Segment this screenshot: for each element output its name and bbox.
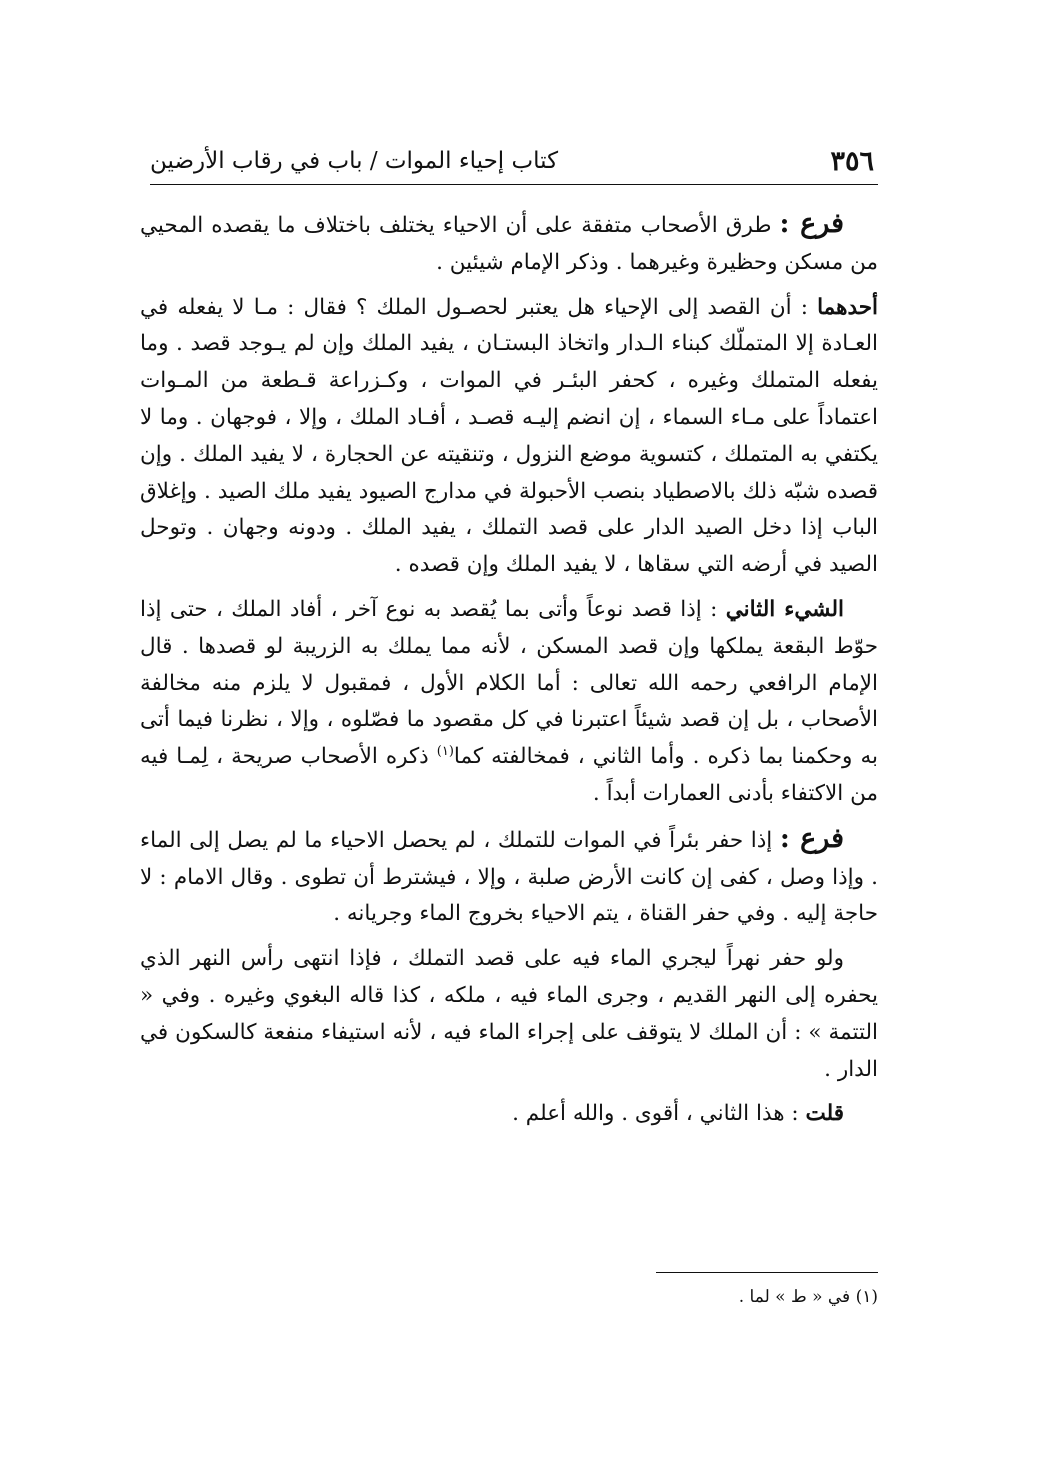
- paragraph-text: : أن القصد إلى الإحياء هل يعتبر لحصـول الملك ؟ فقال : مـا لا يفعله في العـادة إلا المتملّك كبناء الـدار واتخاذ البستـان ، يفيد الملك وإن لم يـوجد قصد . وما يفعله المتملك وغيره ، كحفر البئـر في الموات ، وكـزراعة قـطعة من المـوات اعتماداً على مـاء السماء ، إن انضم إليـه قصـد ، أفـاد الملك ، وإلا ، فوجهان . وما لا يكتفي به المتملك ، كتسوية موضع النزول ، وتنقيته عن الحجارة ، لا يفيد الملك . وإن قصده شبّه ذلك بالاصطياد بنصب الأحبولة في مدارج الصيود يفيد ملك الصيد . وإغلاق الباب إذا دخل الصيد الدار على قصد التملك ، يفيد الملك . ودونه وجهان . وتوحل الصيد في أرضه التي سقاها ، لا يفيد الملك وإن قصده .: [140, 294, 878, 578]
- footnote-text: (١) في « ط » لما .: [738, 1287, 878, 1307]
- paragraph-lead: الشيء الثاني: [725, 596, 844, 622]
- paragraph-lead: قلت: [805, 1101, 844, 1127]
- paragraph-branch-2: [140, 821, 878, 933]
- paragraph-text: ذكره الأصحاب صريحة ، لِمـا فيه من الاكتفاء بأدنى العمارات أبداً .: [140, 744, 878, 806]
- paragraph-lead: فرع :: [779, 822, 845, 854]
- running-title: كتاب إحياء الموات / باب في رقاب الأرضين: [150, 148, 559, 174]
- page-number: ٣٥٦: [830, 146, 874, 177]
- paragraph-text: إذا حفر بئراً في الموات للتملك ، لم يحصل الاحياء ما لم يصل إلى الماء . وإذا وصل ، كفى إن كانت الأرض صلبة ، وإلا ، فيشترط أن تطوى . وقال الامام : لا حاجة إليه . وفي حفر القناة ، يتم الاحياء بخروج الماء وجريانه .: [140, 827, 878, 927]
- footnote-area: [140, 1272, 878, 1307]
- main-text: [140, 206, 878, 1133]
- header-rule: [150, 184, 878, 185]
- running-header: [140, 140, 878, 184]
- paragraph-text: : هذا الثاني ، أقوى . والله أعلم .: [512, 1101, 806, 1127]
- paragraph-lead: فرع :: [779, 208, 844, 239]
- paragraph-text: طرق الأصحاب متفقة على أن الاحياء يختلف باختلاف ما يقصده المحيي من مسكن وحظيرة وغيرهما . وذكر الإمام شيئين .: [140, 213, 878, 275]
- paragraph-text: : إذا قصد نوعاً وأتى بما يُقصد به نوع آخر ، أفاد الملك ، حتى إذا حوّط البقعة يملكها وإن قصد المسكن ، لأنه مما يملك به الزريبة لو قصدها . قال الإمام الرافعي رحمه الله تعالى : أما الكلام الأول ، فمقبول لا يلزم منه مخالفة الأصحاب ، بل إن قصد شيئاً اعتبرنا في كل مقصود ما فصّلوه ، وإلا ، نظرنا فيما أتى به وحكمنا بما ذكره . وأما الثاني ، فمخالفته كما: [140, 596, 878, 770]
- paragraph-lead: أحدهما: [817, 294, 878, 320]
- paragraph-second-thing: [140, 592, 878, 813]
- paragraph-first-thing: [140, 290, 878, 584]
- paragraph-text: ولو حفر نهراً ليجري الماء فيه على قصد التملك ، فإذا انتهى رأس النهر الذي يحفره إلى النهر القديم ، وجرى الماء فيه ، ملكه ، كذا قاله البغوي وغيره . وفي « التتمة » : أن الملك لا يتوقف على إجراء الماء فيه ، لأنه استيفاء منفعة كالسكون في الدار .: [140, 946, 878, 1082]
- book-page: [140, 140, 878, 1307]
- footnote-rule: [656, 1272, 878, 1273]
- footnote-marker[interactable]: (١): [436, 744, 454, 759]
- paragraph-conclusion: [140, 1096, 878, 1133]
- paragraph-branch-1: [140, 206, 878, 282]
- paragraph-river: [140, 941, 878, 1088]
